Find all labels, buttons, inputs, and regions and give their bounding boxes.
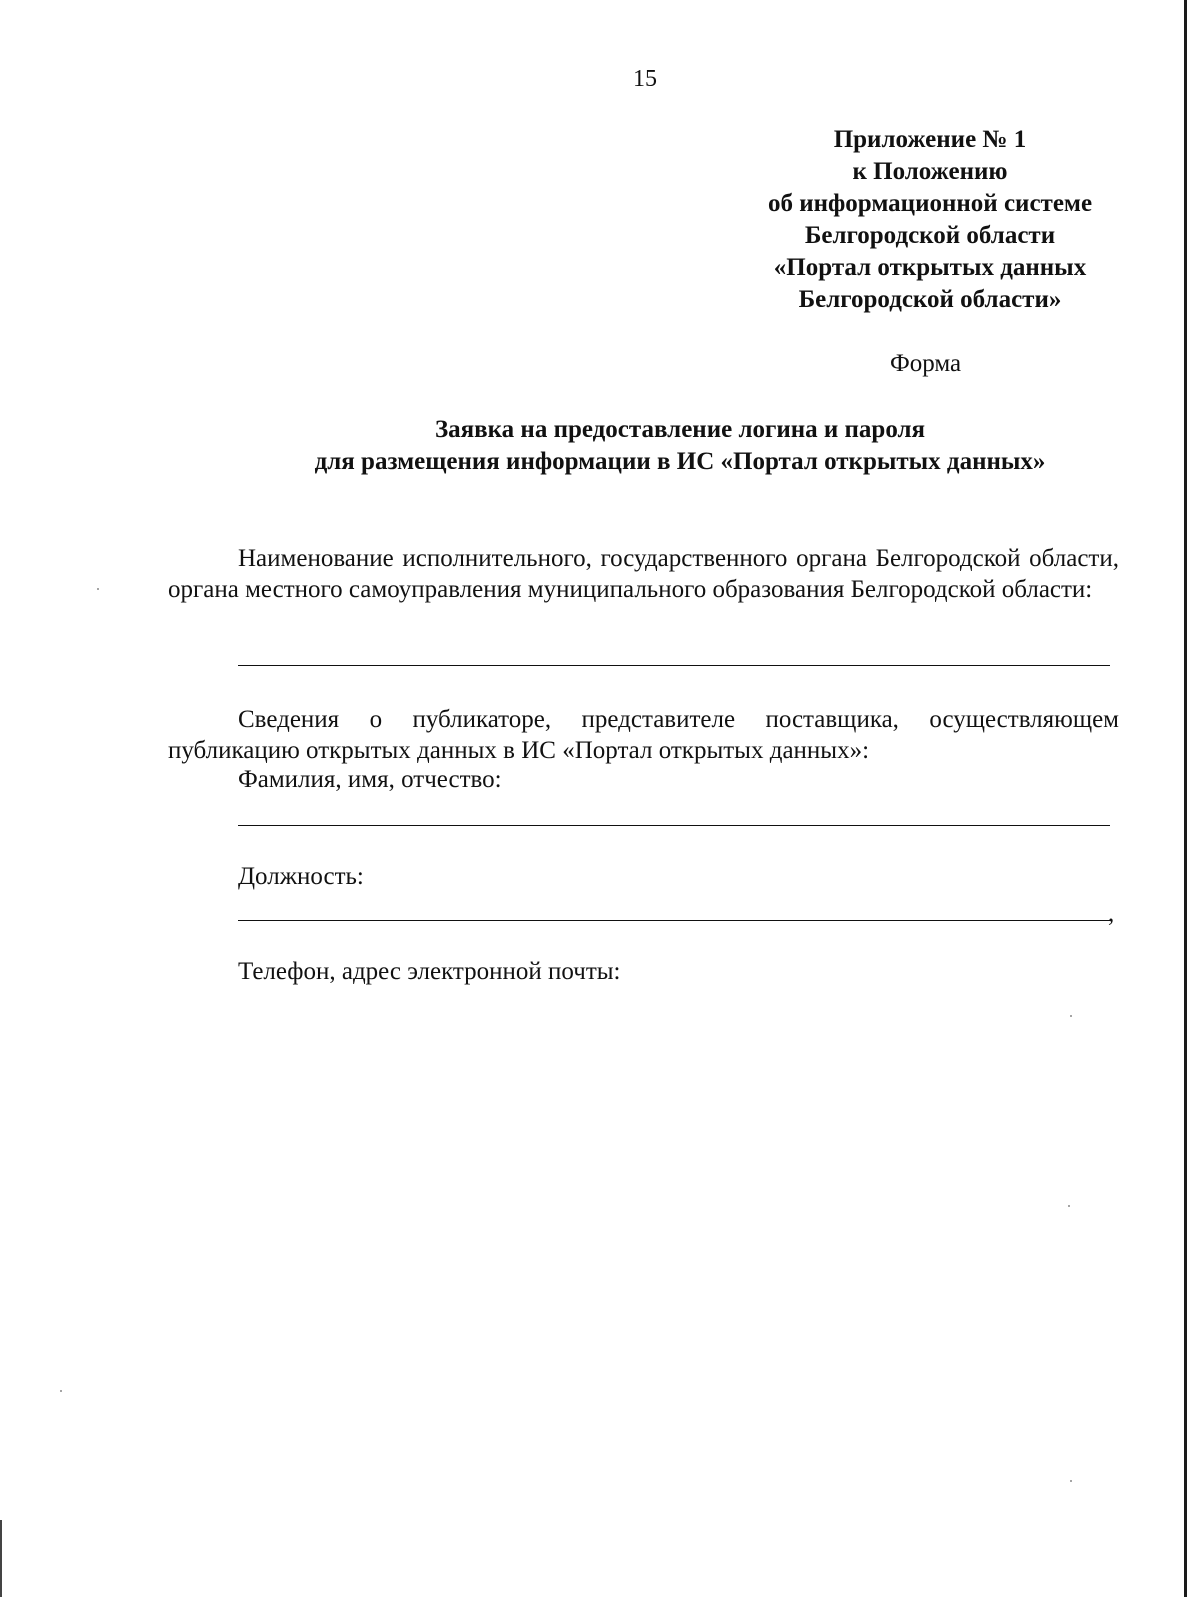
scan-edge-line: [1184, 0, 1187, 1597]
form-label: Форма: [890, 350, 962, 377]
organization-name-paragraph: Наименование исполнительного, государственного органа Белгородской области, органа местного самоуправления муниципального образования Белгородской области:: [168, 545, 1119, 603]
scan-speck: [1070, 1480, 1072, 1482]
appendix-line: Белгородской области»: [798, 286, 1062, 313]
position-trailing-comma: ,: [1108, 900, 1115, 927]
appendix-header: [720, 124, 1140, 316]
fio-label: Фамилия, имя, отчество:: [238, 766, 502, 793]
title-line-2: для размещения информации в ИС «Портал открытых данных»: [314, 448, 1046, 475]
contact-label: Телефон, адрес электронной почты:: [238, 958, 621, 985]
page-number: 15: [633, 66, 657, 92]
position-label: Должность:: [238, 863, 364, 890]
appendix-line: Приложение № 1: [833, 126, 1027, 153]
appendix-line: Белгородской области: [804, 222, 1056, 249]
scan-edge-line-left: [0, 1520, 2, 1597]
scan-speck: [1070, 1015, 1072, 1017]
fio-blank-line: [238, 825, 1110, 826]
title-line-1: Заявка на предоставление логина и пароля: [434, 416, 926, 443]
appendix-line: к Положению: [852, 158, 1008, 185]
appendix-line: «Портал открытых данных: [773, 254, 1087, 281]
appendix-line: об информационной системе: [767, 190, 1093, 217]
scan-speck: [60, 1390, 62, 1392]
document-title: [170, 414, 1190, 478]
publisher-info-paragraph: Сведения о публикаторе, представителе поставщика, осуществляющем публикацию открытых данных в ИС «Портал открытых данных»:: [168, 706, 1119, 764]
position-blank-line: [238, 920, 1110, 921]
organization-name-blank-line: [238, 665, 1110, 666]
scan-speck: [1068, 1205, 1070, 1207]
scan-speck: [97, 588, 99, 590]
